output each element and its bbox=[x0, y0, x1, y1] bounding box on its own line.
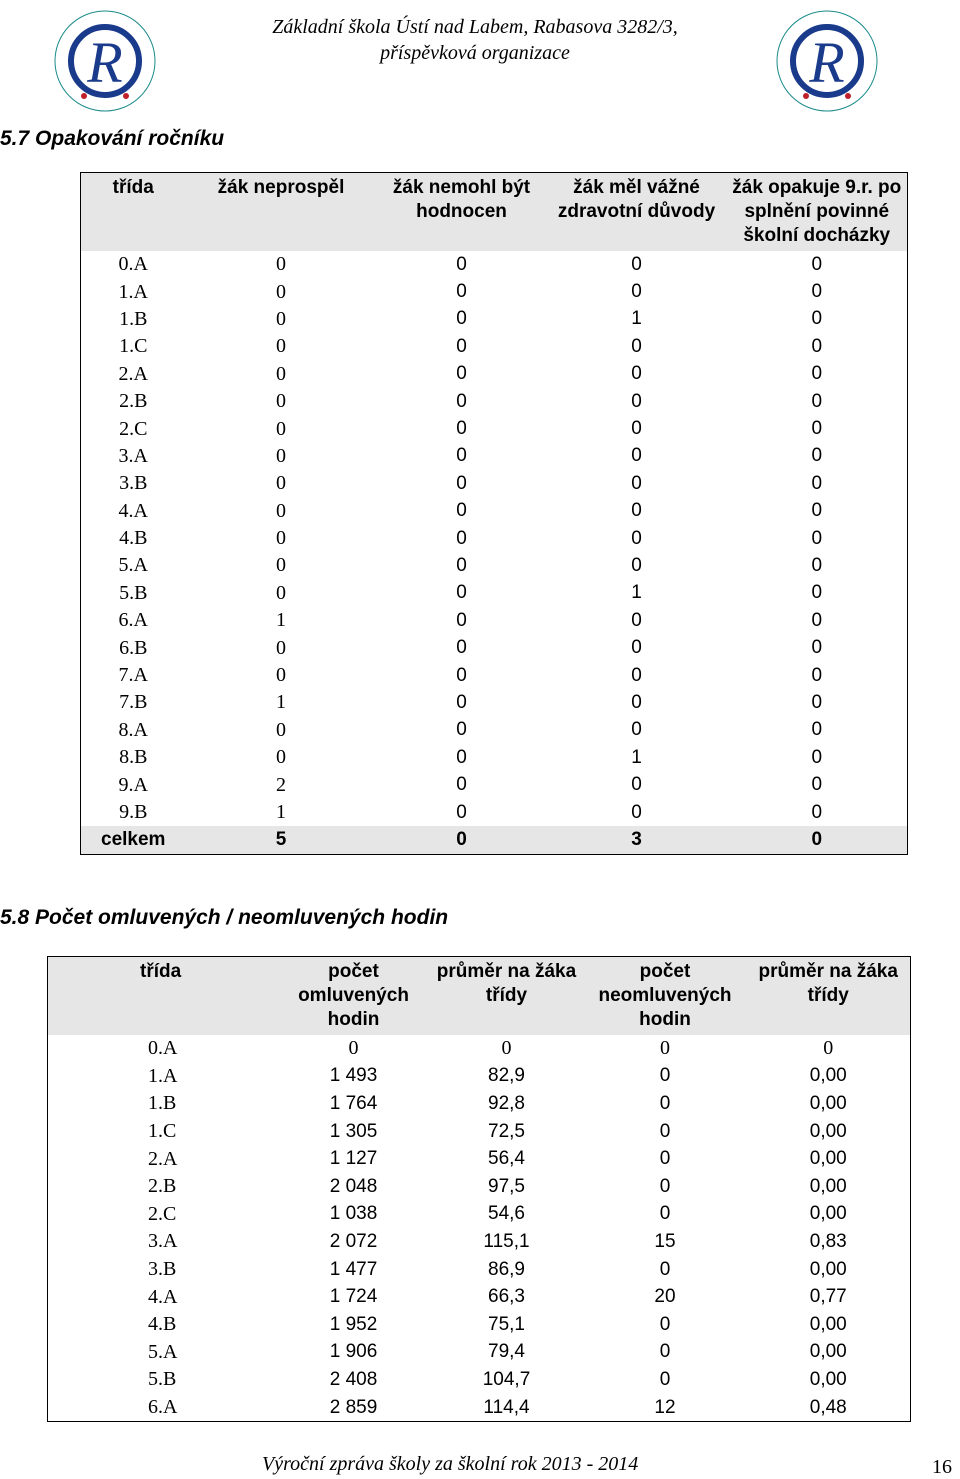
value-cell: 0 bbox=[811, 801, 823, 823]
value-cell: 0 bbox=[456, 472, 467, 494]
value-cell: 1 bbox=[631, 746, 642, 768]
column-header: třída bbox=[48, 957, 278, 1036]
value-cell: 0 bbox=[456, 308, 467, 330]
value-cell: 0 bbox=[631, 445, 642, 467]
value-cell: 0 bbox=[348, 1037, 359, 1060]
value-cell: 0 bbox=[276, 307, 286, 330]
value-cell: 1 bbox=[276, 609, 286, 632]
table-row bbox=[81, 333, 908, 360]
value-cell: 0 bbox=[811, 308, 823, 330]
value-cell: 0 bbox=[811, 691, 823, 713]
value-cell: 0 bbox=[456, 637, 467, 659]
school-logo-icon bbox=[50, 2, 160, 120]
table-row bbox=[81, 607, 908, 634]
value-cell: 0 bbox=[276, 444, 286, 467]
class-cell: 2.B bbox=[148, 1175, 177, 1198]
total-value: 0 bbox=[727, 826, 908, 854]
table-row bbox=[81, 552, 908, 579]
column-header: počet neomluvených hodin bbox=[584, 957, 747, 1036]
table-row bbox=[81, 251, 908, 278]
total-value: 5 bbox=[186, 826, 377, 854]
value-cell: 20 bbox=[654, 1286, 676, 1308]
value-cell: 0 bbox=[456, 582, 467, 604]
column-header: třída bbox=[81, 173, 186, 252]
table-row bbox=[81, 278, 908, 305]
table-row bbox=[81, 443, 908, 470]
value-cell: 0,00 bbox=[809, 1313, 847, 1335]
value-cell: 0 bbox=[631, 554, 642, 576]
table-row bbox=[48, 1090, 911, 1118]
value-cell: 0 bbox=[276, 362, 286, 385]
total-value: 0 bbox=[377, 826, 547, 854]
value-cell: 0 bbox=[631, 774, 642, 796]
value-cell: 1 305 bbox=[329, 1120, 378, 1142]
value-cell: 115,1 bbox=[483, 1230, 530, 1252]
value-cell: 0 bbox=[631, 719, 642, 741]
school-logo-left bbox=[50, 2, 160, 120]
school-header bbox=[200, 14, 750, 66]
value-cell: 0 bbox=[631, 801, 642, 823]
column-header: žák nemohl být hodnocen bbox=[377, 173, 547, 252]
table-row bbox=[48, 1339, 911, 1367]
class-cell: 1.C bbox=[119, 335, 148, 358]
class-cell: 8.A bbox=[118, 718, 148, 741]
value-cell: 0 bbox=[456, 609, 467, 631]
table-row bbox=[48, 1201, 911, 1229]
class-cell: 6.A bbox=[148, 1396, 178, 1419]
value-cell: 75,1 bbox=[488, 1313, 525, 1335]
page-number: 16 bbox=[932, 1456, 952, 1478]
class-cell: 0.A bbox=[148, 1037, 178, 1060]
table-row bbox=[81, 771, 908, 798]
total-label: celkem bbox=[81, 826, 186, 854]
value-cell: 0 bbox=[276, 664, 286, 687]
class-cell: 7.A bbox=[118, 664, 148, 687]
repeat-year-table bbox=[80, 172, 908, 855]
class-cell: 4.B bbox=[148, 1313, 177, 1336]
value-cell: 0 bbox=[276, 746, 286, 769]
value-cell: 0 bbox=[811, 554, 823, 576]
table-row bbox=[48, 1063, 911, 1091]
value-cell: 1 724 bbox=[329, 1286, 378, 1308]
value-cell: 0 bbox=[456, 500, 467, 522]
class-cell: 4.A bbox=[148, 1285, 178, 1308]
table-row bbox=[81, 717, 908, 744]
column-header: žák opakuje 9.r. po splnění povinné školní docházky bbox=[727, 173, 908, 252]
value-cell: 0 bbox=[631, 637, 642, 659]
value-cell: 0 bbox=[659, 1341, 671, 1363]
school-logo-icon bbox=[772, 2, 882, 120]
class-cell: 3.A bbox=[118, 444, 148, 467]
class-cell: 1.A bbox=[118, 280, 148, 303]
class-cell: 1.B bbox=[119, 307, 148, 330]
column-header: žák neprospěl bbox=[186, 173, 377, 252]
value-cell: 0 bbox=[456, 691, 467, 713]
value-cell: 0 bbox=[631, 281, 642, 303]
value-cell: 0 bbox=[276, 472, 286, 495]
table-row bbox=[48, 1366, 911, 1394]
value-cell: 0,00 bbox=[809, 1175, 847, 1197]
class-cell: 3.B bbox=[119, 472, 148, 495]
value-cell: 0 bbox=[276, 335, 286, 358]
value-cell: 2 048 bbox=[329, 1175, 378, 1197]
school-logo-right bbox=[772, 2, 882, 120]
column-header: žák měl vážné zdravotní důvody bbox=[547, 173, 727, 252]
value-cell: 0 bbox=[456, 445, 467, 467]
value-cell: 0,48 bbox=[809, 1396, 847, 1418]
column-header: počet omluvených hodin bbox=[278, 957, 430, 1036]
value-cell: 0 bbox=[811, 390, 823, 412]
class-cell: 1.C bbox=[148, 1120, 177, 1143]
value-cell: 1 bbox=[276, 691, 286, 714]
value-cell: 0 bbox=[811, 609, 823, 631]
value-cell: 0 bbox=[659, 1368, 671, 1390]
value-cell: 0 bbox=[456, 554, 467, 576]
value-cell: 92,8 bbox=[488, 1092, 525, 1114]
value-cell: 0 bbox=[631, 253, 642, 275]
svg-text:R: R bbox=[809, 30, 845, 95]
value-cell: 1 bbox=[276, 801, 286, 823]
value-cell: 0 bbox=[456, 363, 467, 385]
value-cell: 0 bbox=[276, 527, 286, 550]
value-cell: 0 bbox=[631, 472, 642, 494]
value-cell: 0 bbox=[456, 801, 467, 823]
value-cell: 0 bbox=[659, 1175, 671, 1197]
absence-hours-table bbox=[47, 956, 911, 1422]
table-row bbox=[48, 1311, 911, 1339]
value-cell: 1 038 bbox=[329, 1203, 378, 1225]
value-cell: 0,00 bbox=[809, 1148, 847, 1170]
value-cell: 0 bbox=[811, 527, 823, 549]
value-cell: 0,00 bbox=[809, 1203, 847, 1225]
class-cell: 3.A bbox=[148, 1230, 178, 1253]
value-cell: 2 bbox=[276, 773, 286, 796]
value-cell: 0 bbox=[276, 554, 286, 577]
value-cell: 0 bbox=[631, 691, 642, 713]
table-row bbox=[81, 306, 908, 333]
table-row bbox=[48, 1256, 911, 1284]
value-cell: 0 bbox=[456, 418, 467, 440]
class-cell: 9.B bbox=[119, 801, 148, 823]
value-cell: 0 bbox=[501, 1037, 512, 1060]
value-cell: 0 bbox=[456, 335, 467, 357]
value-cell: 2 859 bbox=[329, 1396, 378, 1418]
value-cell: 0 bbox=[276, 499, 286, 522]
value-cell: 0 bbox=[811, 418, 823, 440]
value-cell: 86,9 bbox=[488, 1258, 525, 1280]
svg-text:R: R bbox=[87, 30, 123, 95]
footer-report-title: Výroční zpráva školy za školní rok 2013 - 2014 bbox=[262, 1453, 639, 1475]
value-cell: 1 bbox=[631, 582, 642, 604]
table-row bbox=[81, 689, 908, 716]
class-cell: 5.B bbox=[119, 581, 148, 604]
section-heading-absence-hours: 5.8 Počet omluvených / neomluvených hodin bbox=[0, 906, 449, 929]
table-row bbox=[81, 799, 908, 826]
total-value: 3 bbox=[547, 826, 727, 854]
value-cell: 0 bbox=[456, 281, 467, 303]
value-cell: 0 bbox=[456, 774, 467, 796]
value-cell: 0 bbox=[456, 253, 467, 275]
value-cell: 1 127 bbox=[329, 1148, 378, 1170]
class-cell: 6.B bbox=[119, 636, 148, 659]
table-row bbox=[81, 388, 908, 415]
value-cell: 0,00 bbox=[809, 1120, 847, 1142]
value-cell: 0 bbox=[456, 527, 467, 549]
table-row bbox=[48, 1283, 911, 1311]
value-cell: 0 bbox=[811, 719, 823, 741]
table-row bbox=[81, 580, 908, 607]
table-row bbox=[81, 525, 908, 552]
value-cell: 56,4 bbox=[488, 1148, 525, 1170]
value-cell: 0 bbox=[631, 418, 642, 440]
table-header-row bbox=[81, 173, 908, 252]
value-cell: 72,5 bbox=[488, 1120, 525, 1142]
class-cell: 3.B bbox=[148, 1258, 177, 1281]
value-cell: 114,4 bbox=[483, 1396, 530, 1418]
table-row bbox=[81, 744, 908, 771]
value-cell: 1 493 bbox=[329, 1065, 378, 1087]
class-cell: 0.A bbox=[118, 253, 148, 276]
table-row bbox=[81, 361, 908, 388]
table-row bbox=[81, 470, 908, 497]
value-cell: 0,83 bbox=[809, 1230, 847, 1252]
value-cell: 0 bbox=[811, 281, 823, 303]
value-cell: 0 bbox=[811, 335, 823, 357]
value-cell: 0 bbox=[276, 636, 286, 659]
column-header: průměr na žáka třídy bbox=[747, 957, 911, 1036]
value-cell: 0 bbox=[823, 1037, 834, 1060]
value-cell: 97,5 bbox=[488, 1175, 525, 1197]
value-cell: 2 408 bbox=[329, 1368, 378, 1390]
class-cell: 6.A bbox=[118, 609, 148, 632]
table-row bbox=[81, 498, 908, 525]
value-cell: 0,00 bbox=[809, 1092, 847, 1114]
class-cell: 5.A bbox=[118, 554, 148, 577]
value-cell: 0 bbox=[631, 664, 642, 686]
value-cell: 0 bbox=[631, 500, 642, 522]
value-cell: 0 bbox=[276, 253, 286, 276]
class-cell: 8.B bbox=[119, 746, 148, 769]
value-cell: 0 bbox=[811, 664, 823, 686]
value-cell: 0,00 bbox=[809, 1258, 847, 1280]
value-cell: 0 bbox=[811, 472, 823, 494]
value-cell: 0 bbox=[811, 500, 823, 522]
table-row bbox=[48, 1145, 911, 1173]
class-cell: 2.A bbox=[148, 1147, 178, 1170]
value-cell: 82,9 bbox=[488, 1065, 525, 1087]
value-cell: 0 bbox=[659, 1120, 671, 1142]
class-cell: 9.A bbox=[118, 773, 148, 796]
value-cell: 0 bbox=[456, 746, 467, 768]
value-cell: 0 bbox=[631, 363, 642, 385]
class-cell: 2.A bbox=[118, 362, 148, 385]
value-cell: 0 bbox=[811, 582, 823, 604]
value-cell: 0 bbox=[456, 664, 467, 686]
value-cell: 0 bbox=[659, 1065, 671, 1087]
value-cell: 1 764 bbox=[329, 1092, 378, 1114]
class-cell: 2.B bbox=[119, 390, 148, 413]
value-cell: 0 bbox=[811, 363, 823, 385]
value-cell: 2 072 bbox=[329, 1230, 378, 1252]
value-cell: 0 bbox=[659, 1313, 671, 1335]
value-cell: 0,00 bbox=[809, 1065, 847, 1087]
school-name: Základní škola Ústí nad Labem, Rabasova 3282/3, bbox=[272, 16, 678, 38]
value-cell: 0 bbox=[276, 581, 286, 604]
value-cell: 1 952 bbox=[329, 1313, 378, 1335]
value-cell: 0 bbox=[276, 417, 286, 440]
value-cell: 79,4 bbox=[488, 1341, 525, 1363]
table-row bbox=[48, 1228, 911, 1256]
class-cell: 2.C bbox=[119, 417, 148, 440]
value-cell: 54,6 bbox=[488, 1203, 525, 1225]
table-row bbox=[81, 634, 908, 661]
value-cell: 0 bbox=[811, 637, 823, 659]
value-cell: 0 bbox=[811, 445, 823, 467]
value-cell: 0 bbox=[276, 390, 286, 413]
value-cell: 0,77 bbox=[809, 1286, 847, 1308]
table-row bbox=[48, 1035, 911, 1063]
table-row bbox=[48, 1118, 911, 1146]
value-cell: 0 bbox=[456, 719, 467, 741]
value-cell: 0 bbox=[276, 280, 286, 303]
class-cell: 4.A bbox=[118, 499, 148, 522]
class-cell: 5.B bbox=[148, 1368, 177, 1391]
value-cell: 0 bbox=[811, 774, 823, 796]
value-cell: 1 477 bbox=[329, 1258, 378, 1280]
value-cell: 0 bbox=[631, 609, 642, 631]
value-cell: 0 bbox=[811, 253, 823, 275]
value-cell: 0 bbox=[659, 1092, 671, 1114]
school-org-type: příspěvková organizace bbox=[380, 42, 570, 64]
table-row bbox=[48, 1173, 911, 1201]
value-cell: 0 bbox=[631, 335, 642, 357]
value-cell: 15 bbox=[654, 1230, 676, 1252]
table-header-row bbox=[48, 957, 911, 1036]
value-cell: 0 bbox=[631, 527, 642, 549]
value-cell: 0 bbox=[659, 1258, 671, 1280]
class-cell: 7.B bbox=[119, 691, 148, 714]
value-cell: 0 bbox=[276, 718, 286, 741]
value-cell: 66,3 bbox=[488, 1286, 525, 1308]
class-cell: 1.B bbox=[148, 1092, 177, 1115]
total-row bbox=[81, 826, 908, 854]
value-cell: 1 906 bbox=[329, 1341, 378, 1363]
value-cell: 0 bbox=[660, 1037, 670, 1060]
value-cell: 0,00 bbox=[809, 1368, 847, 1390]
value-cell: 0 bbox=[659, 1203, 671, 1225]
class-cell: 4.B bbox=[119, 527, 148, 550]
value-cell: 12 bbox=[654, 1396, 676, 1418]
table-row bbox=[81, 415, 908, 442]
value-cell: 0,00 bbox=[809, 1341, 847, 1363]
class-cell: 5.A bbox=[148, 1340, 178, 1363]
table-row bbox=[48, 1394, 911, 1422]
value-cell: 0 bbox=[659, 1148, 671, 1170]
value-cell: 1 bbox=[631, 308, 642, 330]
value-cell: 0 bbox=[631, 390, 642, 412]
value-cell: 0 bbox=[811, 746, 823, 768]
column-header: průměr na žáka třídy bbox=[430, 957, 584, 1036]
value-cell: 0 bbox=[456, 390, 467, 412]
class-cell: 1.A bbox=[148, 1064, 178, 1087]
section-heading-repeat-year: 5.7 Opakování ročníku bbox=[0, 127, 225, 150]
class-cell: 2.C bbox=[148, 1202, 177, 1225]
value-cell: 104,7 bbox=[482, 1368, 531, 1390]
table-row bbox=[81, 662, 908, 689]
